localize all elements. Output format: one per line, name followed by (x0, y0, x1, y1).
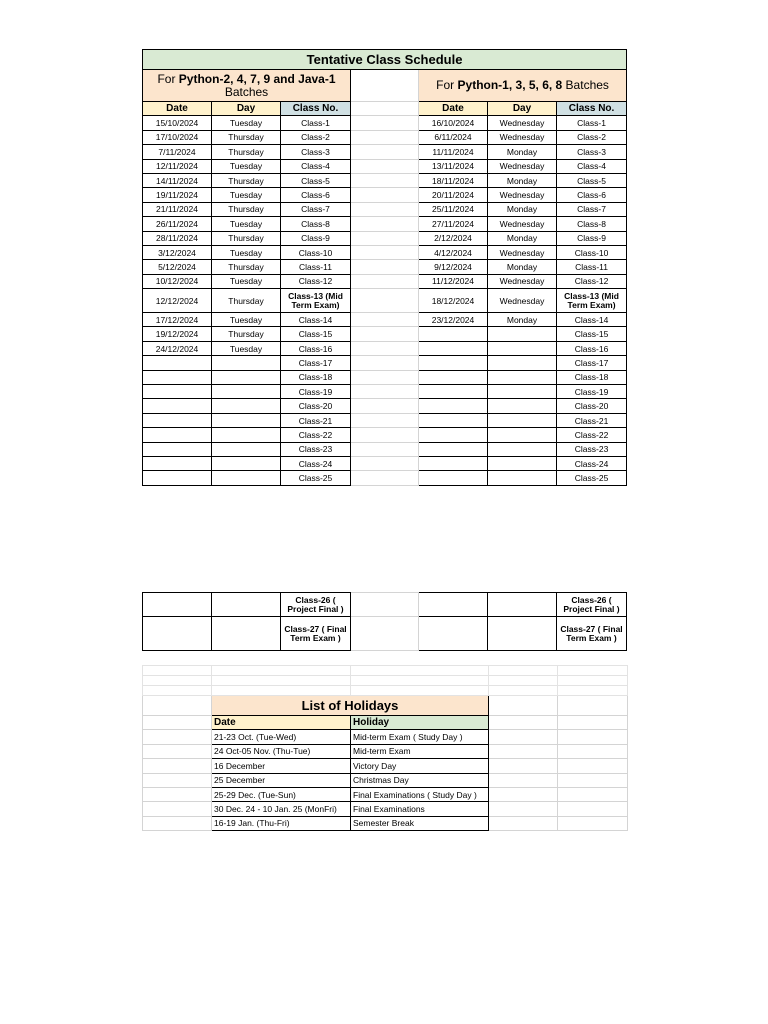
left-date-cell: 10/12/2024 (143, 274, 212, 288)
final-classes-table (142, 592, 627, 651)
holiday-date-header: Date (212, 716, 351, 730)
left-date-cell: 12/11/2024 (143, 159, 212, 173)
right-date-cell (419, 428, 488, 442)
schedule-row (143, 428, 627, 442)
right-date-cell (419, 341, 488, 355)
spacer-cell (351, 413, 419, 427)
right-class-cell: Class-1 (557, 116, 627, 130)
right-date-cell (419, 327, 488, 341)
spacer-cell (351, 116, 419, 130)
right-class-cell: Class-9 (557, 231, 627, 245)
spacer-cell (351, 399, 419, 413)
spacer-cell (558, 744, 628, 758)
schedule-row (143, 130, 627, 144)
spacer-cell (351, 217, 419, 231)
left-class-cell: Class-11 (281, 260, 351, 274)
right-date-cell (419, 413, 488, 427)
schedule-row (143, 341, 627, 355)
spacer-cell (351, 593, 419, 617)
right-day-header: Day (488, 102, 557, 116)
grid-cell (558, 686, 628, 696)
spacer-cell (351, 442, 419, 456)
left-date-cell: 26/11/2024 (143, 217, 212, 231)
spacer-cell (558, 816, 628, 830)
left-day-cell (212, 617, 281, 651)
spacer-cell (351, 245, 419, 259)
left-class-cell: Class-20 (281, 399, 351, 413)
right-day-cell (488, 370, 557, 384)
grid-cell (143, 686, 212, 696)
schedule-row (143, 385, 627, 399)
left-class-cell: Class-17 (281, 356, 351, 370)
grid-cell (351, 686, 489, 696)
schedule-row (143, 260, 627, 274)
left-class-cell: Class-19 (281, 385, 351, 399)
left-class-cell: Class-1 (281, 116, 351, 130)
holiday-row (143, 730, 628, 744)
spacer-cell (351, 289, 419, 313)
left-day-cell: Tuesday (212, 274, 281, 288)
right-day-cell: Wednesday (488, 130, 557, 144)
holiday-name-cell: Final Examinations ( Study Day ) (351, 787, 489, 801)
spacer-cell (351, 370, 419, 384)
right-day-cell (488, 327, 557, 341)
right-class-cell: Class-27 ( Final Term Exam ) (557, 617, 627, 651)
holiday-name-header: Holiday (351, 716, 489, 730)
spacer-cell (351, 327, 419, 341)
left-date-cell (143, 617, 212, 651)
spacer-cell (143, 744, 212, 758)
schedule-row (143, 327, 627, 341)
holidays-title: List of Holidays (212, 696, 489, 716)
schedule-row (143, 471, 627, 485)
right-date-cell: 20/11/2024 (419, 188, 488, 202)
left-date-cell: 7/11/2024 (143, 145, 212, 159)
left-class-cell: Class-26 ( Project Final ) (281, 593, 351, 617)
schedule-row (143, 313, 627, 327)
spacer-cell (351, 385, 419, 399)
left-class-cell: Class-2 (281, 130, 351, 144)
schedule-row (143, 456, 627, 470)
grid-cell (489, 676, 558, 686)
spacer-cell (558, 787, 628, 801)
spacer-cell (558, 802, 628, 816)
left-day-cell: Tuesday (212, 341, 281, 355)
left-class-cell: Class-25 (281, 471, 351, 485)
right-class-cell: Class-8 (557, 217, 627, 231)
right-date-cell: 18/11/2024 (419, 173, 488, 187)
right-day-cell (488, 385, 557, 399)
left-class-cell: Class-7 (281, 202, 351, 216)
left-date-cell: 19/12/2024 (143, 327, 212, 341)
right-class-cell: Class-25 (557, 471, 627, 485)
spacer-cell (351, 428, 419, 442)
left-class-cell: Class-13 (Mid Term Exam) (281, 289, 351, 313)
right-date-cell: 27/11/2024 (419, 217, 488, 231)
right-date-cell: 11/11/2024 (419, 145, 488, 159)
spacer-cell (143, 773, 212, 787)
left-class-cell: Class-21 (281, 413, 351, 427)
schedule-title: Tentative Class Schedule (143, 50, 627, 70)
right-date-cell: 25/11/2024 (419, 202, 488, 216)
left-class-cell: Class-9 (281, 231, 351, 245)
holiday-row (143, 816, 628, 830)
left-class-cell: Class-22 (281, 428, 351, 442)
spacer-cell (489, 744, 558, 758)
right-date-cell: 13/11/2024 (419, 159, 488, 173)
schedule-row (143, 173, 627, 187)
schedule-row (143, 399, 627, 413)
left-day-cell (212, 471, 281, 485)
right-date-cell (419, 456, 488, 470)
right-day-cell: Monday (488, 231, 557, 245)
holiday-name-cell: Victory Day (351, 759, 489, 773)
spacer-cell (351, 471, 419, 485)
right-day-cell: Monday (488, 173, 557, 187)
left-class-cell: Class-24 (281, 456, 351, 470)
spacer-cell (143, 802, 212, 816)
left-date-header: Date (143, 102, 212, 116)
left-class-cell: Class-23 (281, 442, 351, 456)
right-day-cell: Wednesday (488, 245, 557, 259)
left-day-cell (212, 442, 281, 456)
left-class-cell: Class-27 ( Final Term Exam ) (281, 617, 351, 651)
left-day-cell: Tuesday (212, 188, 281, 202)
right-date-cell: 6/11/2024 (419, 130, 488, 144)
left-class-cell: Class-6 (281, 188, 351, 202)
holiday-row (143, 773, 628, 787)
holiday-date-cell: 16 December (212, 759, 351, 773)
right-day-cell: Monday (488, 202, 557, 216)
schedule-row (143, 159, 627, 173)
spacer-cell (351, 188, 419, 202)
right-day-cell (488, 442, 557, 456)
spacer-cell (489, 787, 558, 801)
schedule-row (143, 202, 627, 216)
right-day-cell (488, 593, 557, 617)
holiday-row (143, 744, 628, 758)
holiday-name-cell: Final Examinations (351, 802, 489, 816)
grid-cell (212, 676, 351, 686)
left-date-cell (143, 593, 212, 617)
schedule-row (143, 145, 627, 159)
spacer-cell (489, 759, 558, 773)
left-date-cell: 3/12/2024 (143, 245, 212, 259)
right-class-cell: Class-7 (557, 202, 627, 216)
final-class-row (143, 617, 627, 651)
left-day-cell: Thursday (212, 231, 281, 245)
holidays-table (142, 665, 628, 831)
left-day-cell: Tuesday (212, 313, 281, 327)
holiday-name-cell: Mid-term Exam ( Study Day ) (351, 730, 489, 744)
right-batch-heading: For Python-1, 3, 5, 6, 8 Batches (419, 70, 627, 102)
right-date-cell (419, 385, 488, 399)
holiday-name-cell: Mid-term Exam (351, 744, 489, 758)
left-class-cell: Class-12 (281, 274, 351, 288)
left-class-cell: Class-14 (281, 313, 351, 327)
schedule-row (143, 245, 627, 259)
right-date-cell (419, 442, 488, 456)
spacer-cell (489, 816, 558, 830)
right-day-cell (488, 399, 557, 413)
holiday-date-cell: 25 December (212, 773, 351, 787)
schedule-row (143, 274, 627, 288)
left-day-cell: Thursday (212, 202, 281, 216)
spacer-cell (558, 773, 628, 787)
right-date-cell: 23/12/2024 (419, 313, 488, 327)
right-day-cell: Wednesday (488, 159, 557, 173)
right-class-cell: Class-20 (557, 399, 627, 413)
class-schedule-table (142, 49, 627, 486)
schedule-row (143, 217, 627, 231)
right-day-cell: Wednesday (488, 274, 557, 288)
left-class-cell: Class-8 (281, 217, 351, 231)
right-day-cell: Monday (488, 313, 557, 327)
spacer-cell (351, 231, 419, 245)
left-day-cell: Thursday (212, 289, 281, 313)
right-class-header: Class No. (557, 102, 627, 116)
left-class-cell: Class-4 (281, 159, 351, 173)
left-day-cell: Tuesday (212, 245, 281, 259)
spacer-cell (351, 274, 419, 288)
spacer-cell (351, 341, 419, 355)
left-day-cell: Thursday (212, 130, 281, 144)
spacer-cell (351, 173, 419, 187)
holiday-date-cell: 16-19 Jan. (Thu-Fri) (212, 816, 351, 830)
left-date-cell (143, 471, 212, 485)
left-day-cell: Thursday (212, 327, 281, 341)
left-day-header: Day (212, 102, 281, 116)
right-day-cell (488, 471, 557, 485)
left-day-cell (212, 593, 281, 617)
grid-cell (558, 666, 628, 676)
holiday-row (143, 802, 628, 816)
grid-cell (143, 666, 212, 676)
holiday-row (143, 787, 628, 801)
left-date-cell: 21/11/2024 (143, 202, 212, 216)
schedule-row (143, 289, 627, 313)
grid-cell (351, 666, 489, 676)
right-class-cell: Class-23 (557, 442, 627, 456)
grid-cell (143, 676, 212, 686)
spacer-cell (351, 456, 419, 470)
right-date-cell: 2/12/2024 (419, 231, 488, 245)
left-date-cell (143, 356, 212, 370)
right-day-cell: Wednesday (488, 289, 557, 313)
right-date-cell: 11/12/2024 (419, 274, 488, 288)
left-day-cell (212, 413, 281, 427)
left-date-cell (143, 370, 212, 384)
spacer-cell (558, 759, 628, 773)
left-day-cell (212, 456, 281, 470)
right-day-cell: Wednesday (488, 188, 557, 202)
grid-cell (212, 686, 351, 696)
schedule-row (143, 188, 627, 202)
spacer-cell (143, 759, 212, 773)
spacer-cell (351, 260, 419, 274)
left-class-cell: Class-16 (281, 341, 351, 355)
right-class-cell: Class-13 (Mid Term Exam) (557, 289, 627, 313)
spacer-cell (143, 816, 212, 830)
right-class-cell: Class-26 ( Project Final ) (557, 593, 627, 617)
schedule-row (143, 370, 627, 384)
right-date-header: Date (419, 102, 488, 116)
right-day-cell (488, 617, 557, 651)
schedule-row (143, 442, 627, 456)
left-date-cell: 17/10/2024 (143, 130, 212, 144)
left-date-cell (143, 399, 212, 413)
right-day-cell (488, 456, 557, 470)
right-day-cell (488, 413, 557, 427)
right-class-cell: Class-10 (557, 245, 627, 259)
left-class-cell: Class-18 (281, 370, 351, 384)
right-date-cell: 18/12/2024 (419, 289, 488, 313)
spacer-cell (143, 730, 212, 744)
left-day-cell: Thursday (212, 260, 281, 274)
holiday-date-cell: 25-29 Dec. (Tue-Sun) (212, 787, 351, 801)
right-class-cell: Class-3 (557, 145, 627, 159)
holiday-date-cell: 24 Oct-05 Nov. (Thu-Tue) (212, 744, 351, 758)
left-date-cell: 17/12/2024 (143, 313, 212, 327)
right-class-cell: Class-5 (557, 173, 627, 187)
schedule-row (143, 413, 627, 427)
right-day-cell: Monday (488, 145, 557, 159)
grid-cell (489, 686, 558, 696)
right-class-cell: Class-18 (557, 370, 627, 384)
spacer-cell (351, 617, 419, 651)
right-day-cell (488, 341, 557, 355)
right-date-cell: 16/10/2024 (419, 116, 488, 130)
right-day-cell: Wednesday (488, 116, 557, 130)
right-day-cell (488, 428, 557, 442)
right-date-cell: 4/12/2024 (419, 245, 488, 259)
left-day-cell: Thursday (212, 145, 281, 159)
spacer-cell (489, 802, 558, 816)
holiday-date-cell: 30 Dec. 24 - 10 Jan. 25 (MonFri) (212, 802, 351, 816)
spacer-cell (558, 730, 628, 744)
right-class-cell: Class-24 (557, 456, 627, 470)
left-day-cell (212, 428, 281, 442)
right-class-cell: Class-14 (557, 313, 627, 327)
left-date-cell (143, 442, 212, 456)
right-class-cell: Class-6 (557, 188, 627, 202)
right-date-cell (419, 471, 488, 485)
schedule-row (143, 116, 627, 130)
spacer-cell (143, 787, 212, 801)
left-date-cell: 19/11/2024 (143, 188, 212, 202)
left-class-cell: Class-5 (281, 173, 351, 187)
left-day-cell (212, 356, 281, 370)
right-date-cell (419, 593, 488, 617)
grid-cell (489, 666, 558, 676)
right-class-cell: Class-15 (557, 327, 627, 341)
final-class-row (143, 593, 627, 617)
spacer-cell (489, 773, 558, 787)
spacer-cell (351, 159, 419, 173)
holiday-name-cell: Semester Break (351, 816, 489, 830)
left-date-cell: 24/12/2024 (143, 341, 212, 355)
left-date-cell (143, 413, 212, 427)
right-class-cell: Class-11 (557, 260, 627, 274)
right-date-cell (419, 356, 488, 370)
spacer-cell (351, 202, 419, 216)
right-class-cell: Class-22 (557, 428, 627, 442)
left-day-cell: Tuesday (212, 116, 281, 130)
left-batch-heading: For Python-2, 4, 7, 9 and Java-1 Batches (143, 70, 351, 102)
left-date-cell: 12/12/2024 (143, 289, 212, 313)
right-day-cell (488, 356, 557, 370)
left-class-header: Class No. (281, 102, 351, 116)
right-class-cell: Class-19 (557, 385, 627, 399)
left-day-cell: Tuesday (212, 159, 281, 173)
right-day-cell: Monday (488, 260, 557, 274)
left-class-cell: Class-10 (281, 245, 351, 259)
right-date-cell (419, 617, 488, 651)
right-class-cell: Class-17 (557, 356, 627, 370)
left-day-cell (212, 399, 281, 413)
spacer-cell (351, 356, 419, 370)
left-date-cell (143, 385, 212, 399)
spacer-cell (489, 730, 558, 744)
right-date-cell: 9/12/2024 (419, 260, 488, 274)
left-day-cell: Tuesday (212, 217, 281, 231)
holiday-date-cell: 21-23 Oct. (Tue-Wed) (212, 730, 351, 744)
right-class-cell: Class-16 (557, 341, 627, 355)
holiday-name-cell: Christmas Day (351, 773, 489, 787)
right-class-cell: Class-4 (557, 159, 627, 173)
left-class-cell: Class-15 (281, 327, 351, 341)
schedule-row (143, 231, 627, 245)
spacer-cell (351, 130, 419, 144)
right-day-cell: Wednesday (488, 217, 557, 231)
right-class-cell: Class-21 (557, 413, 627, 427)
grid-cell (351, 676, 489, 686)
schedule-row (143, 356, 627, 370)
right-class-cell: Class-12 (557, 274, 627, 288)
right-class-cell: Class-2 (557, 130, 627, 144)
left-date-cell: 14/11/2024 (143, 173, 212, 187)
left-date-cell: 15/10/2024 (143, 116, 212, 130)
left-date-cell: 5/12/2024 (143, 260, 212, 274)
left-date-cell: 28/11/2024 (143, 231, 212, 245)
left-day-cell (212, 370, 281, 384)
left-date-cell (143, 456, 212, 470)
left-date-cell (143, 428, 212, 442)
holiday-row (143, 759, 628, 773)
spacer-cell (351, 313, 419, 327)
grid-cell (212, 666, 351, 676)
left-day-cell: Thursday (212, 173, 281, 187)
grid-cell (558, 676, 628, 686)
left-class-cell: Class-3 (281, 145, 351, 159)
spacer-cell (351, 145, 419, 159)
right-date-cell (419, 399, 488, 413)
left-day-cell (212, 385, 281, 399)
right-date-cell (419, 370, 488, 384)
